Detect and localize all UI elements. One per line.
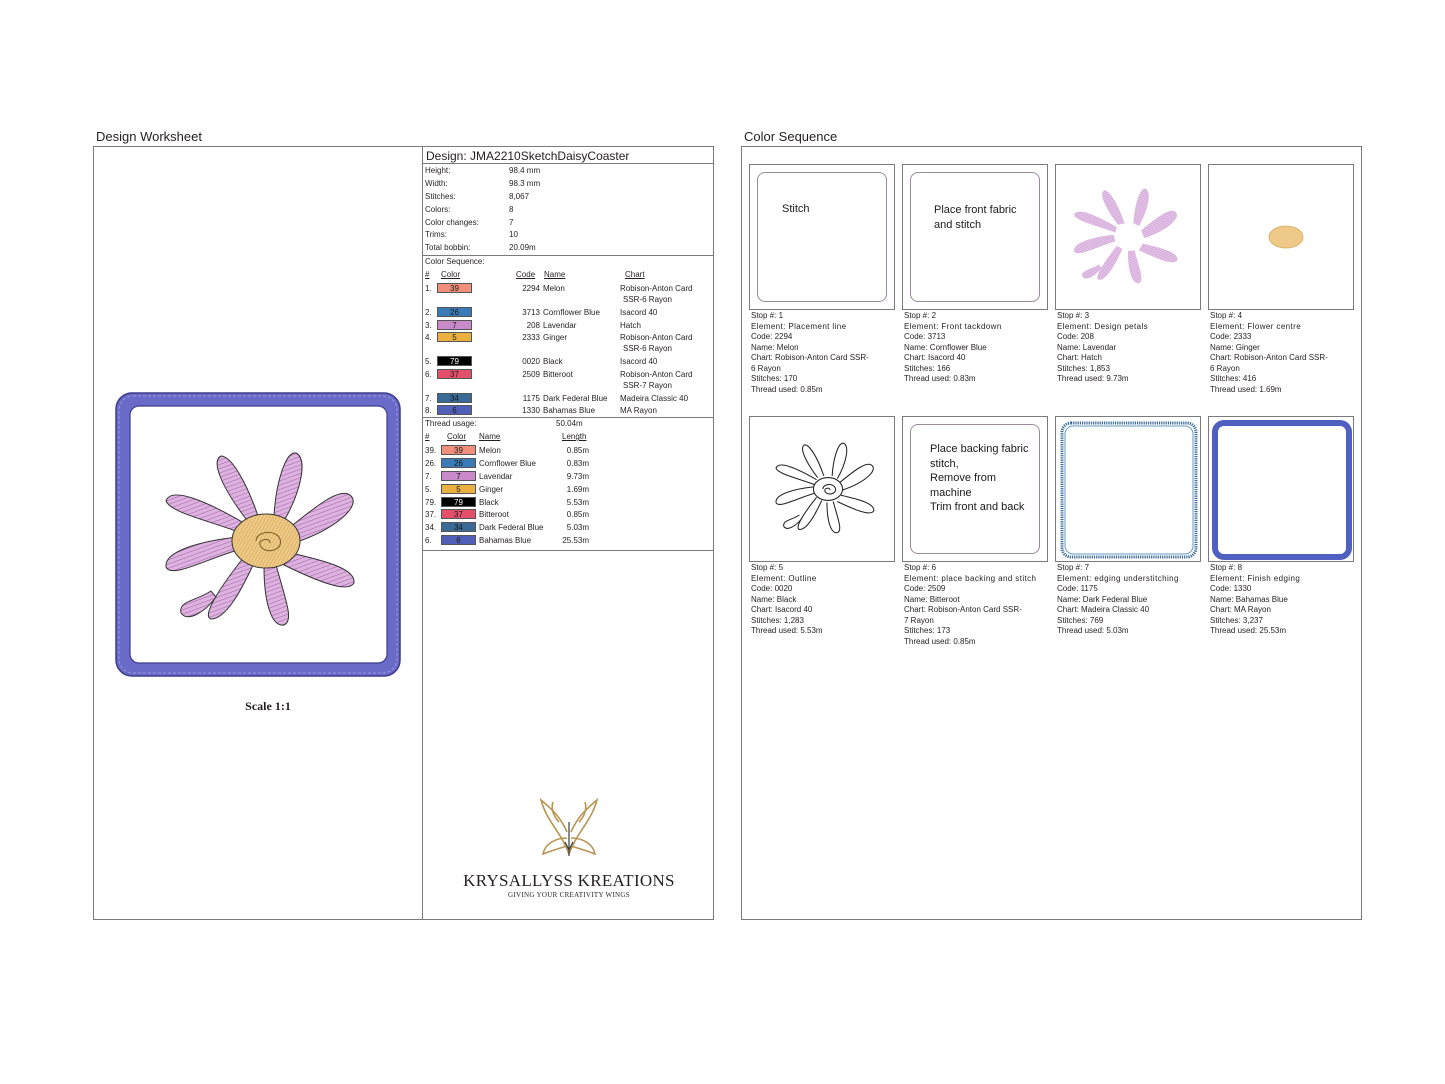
- header-name: Name: [544, 270, 566, 280]
- spec-value: 7: [509, 217, 514, 227]
- stop-preview: [1055, 416, 1201, 562]
- spec-key: Color changes:: [425, 217, 479, 227]
- stop-chart: Chart: Robison-Anton Card SSR-: [1210, 353, 1328, 362]
- tu-num: 39.: [425, 446, 437, 456]
- tu-name: Melon: [479, 446, 501, 456]
- butterfly-wings-icon: [539, 792, 599, 862]
- color-chip: 5: [437, 332, 472, 342]
- cs-chart: [620, 369, 712, 391]
- stop-name: Name: Black: [751, 594, 797, 604]
- stop-number: Stop #: 1: [751, 311, 784, 320]
- color-chip: 37: [437, 369, 472, 379]
- spec-key: Stitches:: [425, 191, 456, 201]
- stop-name: Name: Bahamas Blue: [1210, 594, 1288, 604]
- stitch-outline: [910, 172, 1040, 302]
- cs-chart-line1: Madeira Classic 40: [620, 393, 689, 403]
- stop-code: Code: 208: [1057, 332, 1094, 341]
- stop-stitches: Stitches: 1,283: [751, 615, 804, 625]
- stop-card: [1055, 164, 1201, 385]
- stop-name: Name: Cornflower Blue: [904, 342, 987, 352]
- color-sequence-row: [423, 355, 714, 368]
- cs-chart-line1: Hatch: [620, 320, 641, 330]
- cs-code: 1330: [522, 406, 540, 416]
- stop-chart-cont: 6 Rayon: [751, 363, 781, 373]
- color-sequence-title: Color Sequence: [744, 129, 838, 144]
- stop-instruction: [934, 203, 1017, 232]
- stop-name: Name: Lavendar: [1057, 342, 1117, 352]
- stop-code: Code: 0020: [751, 584, 793, 593]
- stop-preview: [749, 416, 895, 562]
- thread-usage-table: [423, 418, 714, 551]
- centre-preview: [1209, 165, 1355, 311]
- stop-stitches: Stitches: 769: [1057, 615, 1104, 625]
- color-chip: 5: [441, 484, 476, 494]
- cs-chart-line1: Robison-Anton Card: [620, 333, 693, 343]
- understitching-preview: [1056, 417, 1202, 563]
- cs-num: 3.: [425, 320, 432, 330]
- thread-usage-row: [423, 508, 714, 521]
- spec-value: 98.3 mm: [509, 178, 541, 188]
- tu-num: 6.: [425, 536, 432, 546]
- cs-name: Melon: [543, 284, 565, 294]
- stop-element: Element: edging understitching: [1057, 573, 1179, 583]
- tu-header-length: Length: [562, 432, 587, 442]
- spec-row: [423, 229, 714, 242]
- cs-chart-line2: SSR-7 Rayon: [623, 380, 672, 390]
- stitch-outline: [757, 172, 887, 302]
- design-info: [422, 147, 714, 919]
- stop-name: Name: Melon: [751, 342, 799, 352]
- cs-code: 1175: [522, 393, 540, 403]
- tu-length: 5.53m: [566, 497, 589, 507]
- spec-row: [423, 217, 714, 230]
- spec-value: 8,067: [509, 191, 530, 201]
- cs-num: 5.: [425, 357, 432, 367]
- stop-number: Stop #: 5: [751, 563, 784, 572]
- stop-preview: [1055, 164, 1201, 310]
- tu-name: Lavendar: [479, 471, 513, 481]
- tu-header-num: #: [425, 432, 430, 442]
- thread-usage-header: [423, 431, 714, 444]
- cs-code: 2509: [522, 369, 540, 379]
- thread-usage-row: [423, 470, 714, 483]
- cs-code: 2294: [522, 284, 540, 294]
- stop-thread: Thread used: 5.53m: [751, 626, 823, 635]
- instruction-line: stitch,: [930, 457, 959, 470]
- stop-details: [1055, 311, 1201, 385]
- color-chip: 26: [441, 458, 476, 468]
- color-sequence-row: [423, 392, 714, 405]
- stop-preview: [749, 164, 895, 310]
- instruction-line: and stitch: [934, 218, 982, 231]
- tu-header-name: Name: [479, 432, 501, 442]
- stop-preview: [902, 164, 1048, 310]
- color-chip: 79: [437, 356, 472, 366]
- color-chip: 39: [441, 445, 476, 455]
- color-sequence-row: [423, 306, 714, 319]
- cs-name: Bahamas Blue: [543, 406, 596, 416]
- color-chip: 34: [441, 522, 476, 532]
- stop-chart: Chart: Hatch: [1057, 353, 1102, 362]
- finish-edging-preview: [1209, 417, 1355, 563]
- cs-chart: [620, 332, 712, 354]
- petals-preview: [1056, 165, 1202, 311]
- tu-num: 79.: [425, 497, 437, 507]
- cs-chart-line2: SSR-6 Rayon: [623, 295, 672, 305]
- spec-row: [423, 204, 714, 217]
- stop-thread: Thread used: 0.85m: [904, 636, 976, 646]
- tu-name: Ginger: [479, 484, 504, 494]
- color-chip: 37: [441, 509, 476, 519]
- color-sequence-header: [423, 269, 714, 282]
- stop-code: Code: 3713: [904, 332, 946, 341]
- instruction-line: machine: [930, 486, 972, 499]
- thread-usage-row: [423, 483, 714, 496]
- cs-code: 208: [526, 320, 540, 330]
- stop-stitches: Stitches: 173: [904, 626, 951, 635]
- tu-name: Black: [479, 497, 499, 507]
- spec-key: Height:: [425, 166, 451, 175]
- cs-chart-line1: Robison-Anton Card: [620, 284, 693, 294]
- stop-thread: Thread used: 0.85m: [751, 384, 823, 394]
- stop-preview: [1208, 416, 1354, 562]
- spec-value: 8: [509, 204, 514, 214]
- tu-name: Bitteroot: [479, 510, 509, 520]
- stop-element: Element: Finish edging: [1210, 573, 1301, 583]
- stop-stitches: Stitches: 1,853: [1057, 363, 1110, 373]
- stop-chart: Chart: MA Rayon: [1210, 605, 1271, 614]
- stop-chart: Chart: Isacord 40: [904, 353, 966, 362]
- design-worksheet-panel: [93, 146, 714, 920]
- stop-element: Element: Design petals: [1057, 321, 1149, 331]
- stop-number: Stop #: 4: [1210, 311, 1243, 320]
- stop-name: Name: Bitteroot: [904, 594, 960, 604]
- tu-length: 0.85m: [566, 510, 589, 520]
- color-chip: 39: [437, 283, 472, 293]
- tu-length: 1.69m: [566, 484, 589, 494]
- stop-details: [749, 563, 895, 637]
- stop-element: Element: Placement line: [751, 321, 847, 331]
- color-chip: 6: [441, 535, 476, 545]
- brand-name: KRYSALLYSS KREATIONS: [463, 871, 675, 890]
- stop-card: [1208, 164, 1354, 395]
- spec-row: [423, 178, 714, 191]
- stop-details: [902, 311, 1048, 385]
- stop-details: [1208, 563, 1354, 637]
- cs-chart-line1: Isacord 40: [620, 357, 658, 367]
- stop-element: Element: Front tackdown: [904, 321, 1002, 331]
- header-code: Code: [516, 270, 536, 280]
- spec-key: Trims:: [425, 230, 447, 240]
- cs-name: Dark Federal Blue: [543, 393, 608, 403]
- stop-preview: [1208, 164, 1354, 310]
- cs-chart-line1: Robison-Anton Card: [620, 369, 693, 379]
- color-sequence-row: [423, 282, 714, 306]
- scale-label: Scale 1:1: [245, 699, 291, 713]
- stop-details: [1208, 311, 1354, 395]
- stop-instruction: [930, 442, 1028, 515]
- stop-chart-cont: 7 Rayon: [904, 615, 934, 625]
- header-color: Color: [441, 270, 461, 280]
- cs-name: Lavendar: [543, 320, 577, 330]
- thread-usage-row: [423, 534, 714, 547]
- stop-details: [1055, 563, 1201, 637]
- stop-stitches: Stitches: 170: [751, 374, 798, 383]
- spec-row: [423, 191, 714, 204]
- cs-chart-line1: MA Rayon: [620, 406, 657, 416]
- worksheet-title: Design Worksheet: [96, 129, 202, 144]
- stop-thread: Thread used: 1.69m: [1210, 384, 1282, 394]
- tu-header-color: Color: [447, 432, 467, 442]
- stop-card: [1055, 416, 1201, 637]
- color-chip: 34: [437, 393, 472, 403]
- stop-chart-cont: 6 Rayon: [1210, 363, 1240, 373]
- thread-usage-row: [423, 521, 714, 534]
- spec-value: 98.4 mm: [509, 166, 541, 175]
- stop-chart: Chart: Madeira Classic 40: [1057, 605, 1150, 614]
- cs-num: 8.: [425, 406, 432, 416]
- stop-stitches: Stitches: 166: [904, 363, 951, 373]
- tu-length: 9.73m: [566, 471, 589, 481]
- color-sequence-row: [423, 319, 714, 332]
- color-sequence-row: [423, 404, 714, 417]
- cs-num: 4.: [425, 333, 432, 343]
- stop-chart: Chart: Robison-Anton Card SSR-: [904, 605, 1022, 614]
- tu-num: 26.: [425, 458, 437, 468]
- instruction-line: Place backing fabric: [930, 443, 1029, 455]
- tu-name: Bahamas Blue: [479, 536, 532, 546]
- cs-name: Bitteroot: [543, 369, 573, 379]
- cs-num: 1.: [425, 284, 432, 294]
- thread-usage-row: [423, 496, 714, 509]
- stop-element: Element: Outline: [751, 573, 817, 583]
- stop-code: Code: 2333: [1210, 332, 1252, 341]
- tu-length: 0.83m: [566, 458, 589, 468]
- instruction-line: Stitch: [782, 203, 810, 215]
- stop-thread: Thread used: 0.83m: [904, 374, 976, 383]
- thread-usage-row: [423, 444, 714, 457]
- stop-stitches: Stitches: 3,237: [1210, 615, 1263, 625]
- thread-usage-label: Thread usage:: [425, 419, 477, 429]
- stop-instruction: [782, 202, 810, 217]
- stop-chart: Chart: Isacord 40: [751, 605, 813, 614]
- stop-card: [1208, 416, 1354, 637]
- tu-num: 5.: [425, 484, 432, 494]
- stop-details: [749, 311, 895, 395]
- cs-num: 7.: [425, 393, 432, 403]
- color-sequence-table: [423, 256, 714, 418]
- thread-usage-row: [423, 457, 714, 470]
- instruction-line: Trim front and back: [930, 501, 1025, 513]
- stop-code: Code: 1175: [1057, 584, 1098, 593]
- cs-chart-line1: Isacord 40: [620, 308, 658, 318]
- tu-num: 37.: [425, 510, 437, 520]
- cs-num: 2.: [425, 308, 432, 318]
- cs-num: 6.: [425, 369, 432, 379]
- design-preview: [94, 147, 422, 919]
- stop-name: Name: Ginger: [1210, 342, 1260, 352]
- brand-tagline: GIVING YOUR CREATIVITY WINGS: [508, 891, 630, 899]
- stop-card: [749, 164, 895, 395]
- stop-name: Name: Dark Federal Blue: [1057, 594, 1148, 604]
- spec-value: 20.09m: [509, 243, 536, 253]
- spec-row: [423, 165, 714, 178]
- tu-name: Cornflower Blue: [479, 458, 536, 468]
- instruction-line: Remove from: [930, 472, 997, 484]
- stop-chart: Chart: Robison-Anton Card SSR-: [751, 353, 869, 362]
- design-specs: [423, 164, 714, 256]
- tu-length: 0.85m: [566, 446, 589, 456]
- spec-key: Total bobbin:: [425, 243, 471, 253]
- stop-number: Stop #: 2: [904, 311, 937, 320]
- outline-preview: [750, 417, 896, 563]
- cs-name: Ginger: [543, 333, 568, 343]
- instruction-line: Place front fabric: [934, 204, 1017, 216]
- cs-chart: [620, 283, 712, 305]
- tu-length: 25.53m: [562, 536, 589, 546]
- cs-code: 2333: [522, 333, 540, 343]
- stop-number: Stop #: 6: [904, 563, 937, 572]
- header-num: #: [425, 270, 430, 280]
- color-chip: 6: [437, 405, 472, 415]
- color-chip: 7: [437, 320, 472, 330]
- color-sequence-row: [423, 368, 714, 392]
- design-name: Design: JMA2210SketchDaisyCoaster: [423, 147, 714, 164]
- stop-number: Stop #: 8: [1210, 563, 1243, 572]
- tu-num: 7.: [425, 471, 432, 481]
- stop-code: Code: 2509: [904, 584, 946, 593]
- cs-name: Black: [543, 357, 563, 367]
- stop-number: Stop #: 3: [1057, 311, 1090, 320]
- spec-key: Width:: [425, 178, 448, 188]
- stop-card: [749, 416, 895, 637]
- cs-code: 3713: [522, 308, 540, 318]
- stop-thread: Thread used: 5.03m: [1057, 626, 1129, 635]
- color-chip: 79: [441, 497, 476, 507]
- coaster-preview-image: [94, 147, 422, 707]
- cs-name: Cornflower Blue: [543, 308, 600, 318]
- stop-number: Stop #: 7: [1057, 563, 1090, 572]
- tu-num: 34.: [425, 523, 437, 533]
- color-sequence-panel: [741, 146, 1362, 920]
- stop-element: Element: Flower centre: [1210, 321, 1302, 331]
- stop-code: Code: 2294: [751, 332, 793, 341]
- stop-element: Element: place backing and stitch: [904, 573, 1037, 583]
- stop-thread: Thread used: 25.53m: [1210, 626, 1287, 635]
- brand-logo: [453, 792, 685, 899]
- tu-length: 5.03m: [566, 523, 589, 533]
- color-chip: 26: [437, 307, 472, 317]
- color-sequence-label: Color Sequence:: [425, 257, 485, 267]
- stop-card: [902, 416, 1048, 647]
- color-sequence-row: [423, 331, 714, 355]
- spec-value: 10: [509, 230, 518, 240]
- header-chart: Chart: [625, 270, 645, 280]
- stop-code: Code: 1330: [1210, 584, 1252, 593]
- stop-thread: Thread used: 9.73m: [1057, 374, 1129, 383]
- cs-code: 0020: [522, 357, 540, 367]
- stop-stitches: Stitches: 416: [1210, 374, 1257, 383]
- spec-row: [423, 242, 714, 255]
- stop-details: [902, 563, 1048, 647]
- stop-card: [902, 164, 1048, 385]
- thread-usage-total: 50.04m: [556, 419, 583, 429]
- cs-chart-line2: SSR-6 Rayon: [623, 344, 672, 354]
- spec-key: Colors:: [425, 204, 451, 214]
- tu-name: Dark Federal Blue: [479, 523, 544, 533]
- stop-preview: [902, 416, 1048, 562]
- color-chip: 7: [441, 471, 476, 481]
